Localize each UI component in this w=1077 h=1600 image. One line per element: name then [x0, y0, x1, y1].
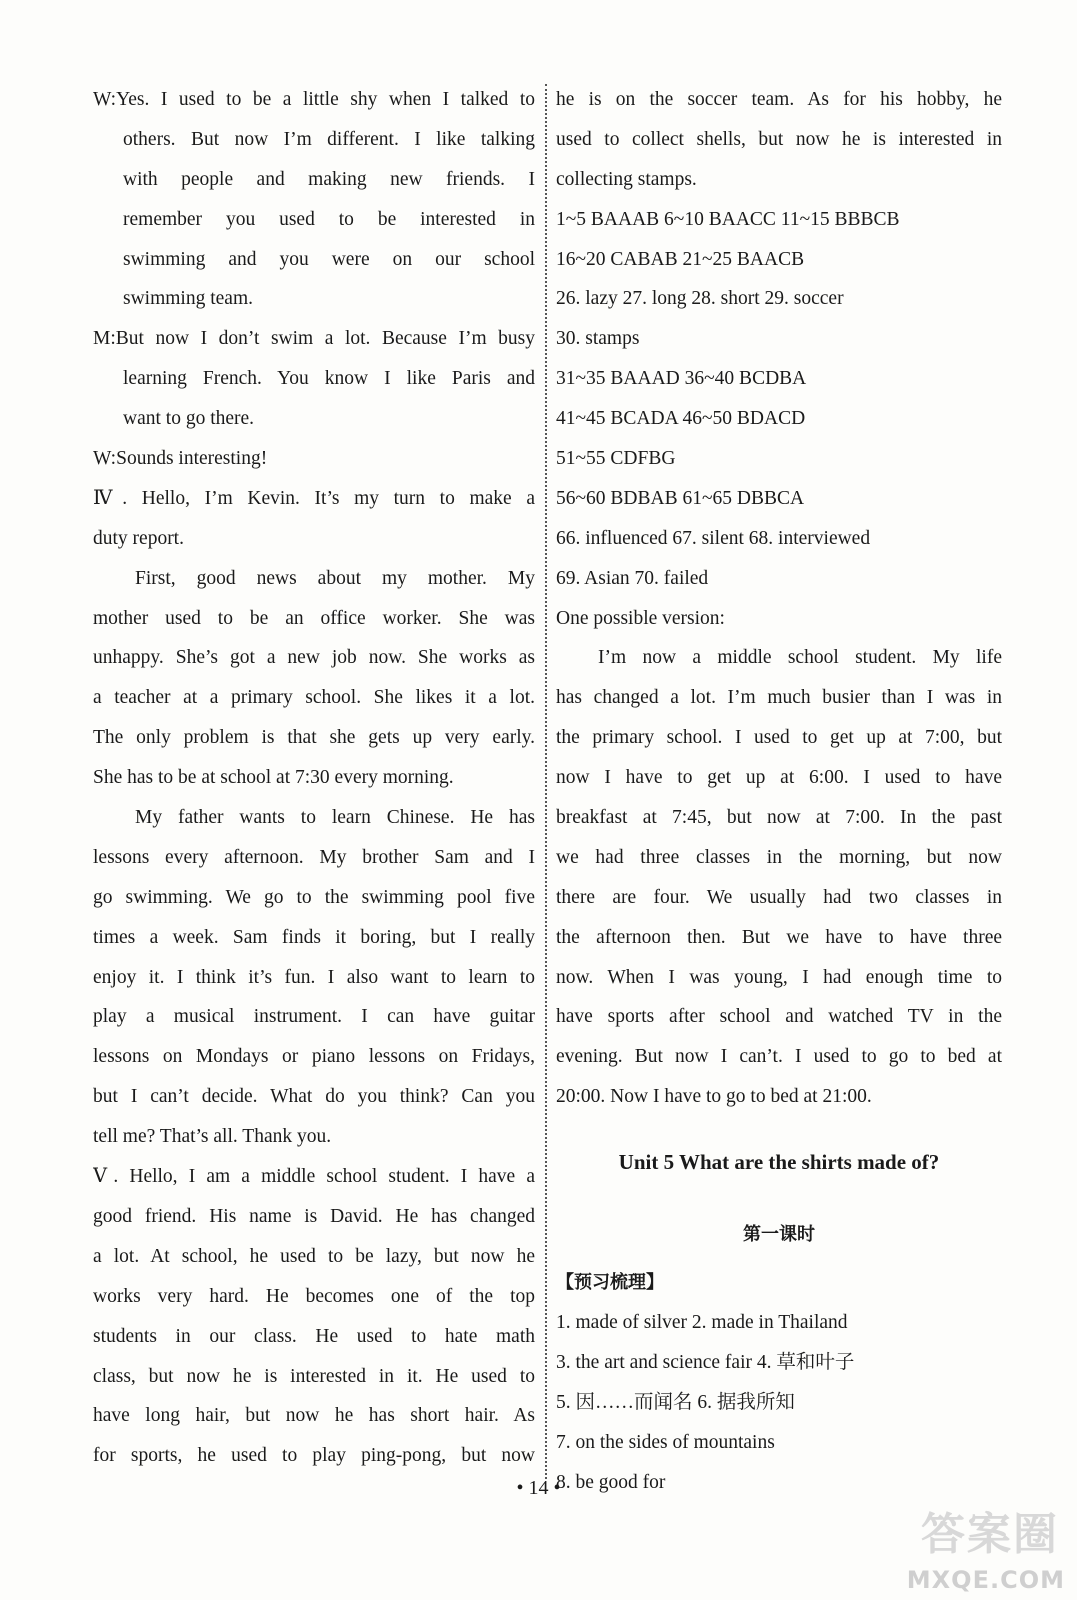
text-line: play a musical instrument. I can have guitar — [93, 1006, 535, 1028]
text-line: others. But now I’m different. I like talking — [123, 128, 535, 150]
text-line: W:Yes. I used to be a little shy when I talked to — [93, 89, 535, 110]
text-line: for sports, he used to play ping-pong, but now — [93, 1445, 535, 1467]
text-line: now. When I was young, I had enough time to — [556, 966, 1002, 988]
text-line: go swimming. We go to the swimming pool five — [93, 886, 535, 908]
text-line: The only problem is that she gets up very early. — [93, 727, 535, 749]
unit-heading: Unit 5 What are the shirts made of? — [618, 1150, 940, 1175]
text-line: Ⅳ. Hello, I’m Kevin. It’s my turn to make a — [93, 487, 535, 509]
lesson-heading: 第一课时 — [743, 1224, 815, 1246]
text-line: we had three classes in the morning, but now — [556, 846, 1002, 868]
text-line: he is on the soccer team. As for his hobby, he — [556, 89, 1002, 110]
text-line: lessons every afternoon. My brother Sam and I — [93, 846, 535, 868]
text-line: 30. stamps — [556, 328, 640, 350]
text-line: a teacher at a primary school. She likes it a lot. — [93, 687, 535, 709]
text-line: enjoy it. I think it’s fun. I also want to learn to — [93, 966, 535, 988]
text-line: tell me? That’s all. Thank you. — [93, 1126, 332, 1148]
text-line: now I have to get up at 6:00. I used to have — [556, 767, 1002, 789]
text-line: students in our class. He used to hate math — [93, 1325, 535, 1347]
text-line: 41~45 BCADA 46~50 BDACD — [556, 408, 806, 430]
text-line: the afternoon then. But we have to have three — [556, 926, 1002, 948]
text-line: 20:00. Now I have to go to bed at 21:00. — [556, 1086, 872, 1108]
text-line: She has to be at school at 7:30 every morning. — [93, 767, 454, 789]
text-line: has changed a lot. I’m much busier than I was in — [556, 687, 1002, 709]
text-line: evening. But now I can’t. I used to go to bed at — [556, 1046, 1002, 1068]
text-line: collecting stamps. — [556, 168, 697, 190]
text-line: Ⅴ. Hello, I am a middle school student. I have a — [93, 1166, 535, 1188]
page-number: • 14 • — [516, 1477, 561, 1499]
text-line: good friend. His name is David. He has changed — [93, 1205, 535, 1227]
text-line: the primary school. I used to get up at 7:00, but — [556, 727, 1002, 749]
left-column — [93, 80, 535, 1476]
text-line: but I can’t decide. What do you think? Can you — [93, 1086, 535, 1108]
text-line: One possible version: — [556, 607, 725, 629]
text-line: I’m now a middle school student. My life — [598, 647, 1002, 669]
text-line: 69. Asian 70. failed — [556, 567, 709, 589]
text-line: have long hair, but now he has short hair. As — [93, 1405, 535, 1427]
answer-line: 3. the art and science fair 4. 草和叶子 — [556, 1351, 855, 1373]
text-line: times a week. Sam finds it boring, but I really — [93, 926, 535, 948]
answer-key-block — [556, 80, 1002, 1117]
text-line: with people and making new friends. I — [123, 168, 535, 190]
text-line: 51~55 CDFBG — [556, 448, 676, 470]
text-line: M:But now I don’t swim a lot. Because I’m busy — [93, 328, 535, 350]
text-line: W:Sounds interesting! — [93, 448, 268, 470]
text-line: 1~5 BAAAB 6~10 BAACC 11~15 BBBCB — [556, 208, 900, 230]
watermark-logo: 答案圈 — [921, 1509, 1059, 1560]
text-line: 26. lazy 27. long 28. short 29. soccer — [556, 288, 844, 310]
answer-line: 1. made of silver 2. made in Thailand — [556, 1312, 848, 1334]
text-line: 31~35 BAAAD 36~40 BCDBA — [556, 368, 807, 390]
answer-line: 5. 因……而闻名 6. 据我所知 — [556, 1391, 795, 1413]
text-line: 56~60 BDBAB 61~65 DBBCA — [556, 487, 805, 509]
section-label: 【预习梳理】 — [556, 1272, 664, 1294]
text-line: used to collect shells, but now he is interested in — [556, 128, 1002, 150]
text-line: remember you used to be interested in — [123, 208, 535, 230]
text-line: have sports after school and watched TV in the — [556, 1006, 1002, 1028]
text-line: duty report. — [93, 527, 184, 549]
watermark — [906, 1498, 1069, 1594]
text-line: class, but now he is interested in it. He used to — [93, 1365, 535, 1387]
column-divider — [545, 84, 547, 1479]
text-line: 66. influenced 67. silent 68. interviewed — [556, 527, 871, 549]
answer-line: 7. on the sides of mountains — [556, 1431, 775, 1453]
text-line: 16~20 CABAB 21~25 BAACB — [556, 248, 805, 270]
text-line: learning French. You know I like Paris and — [123, 368, 535, 390]
answer-line: 8. be good for — [556, 1471, 666, 1493]
text-line: lessons on Mondays or piano lessons on Fridays, — [93, 1046, 535, 1068]
text-line: swimming team. — [123, 288, 253, 310]
text-line: breakfast at 7:45, but now at 7:00. In the past — [556, 807, 1002, 829]
text-line: First, good news about my mother. My — [135, 567, 535, 589]
text-line: a lot. At school, he used to be lazy, but now he — [93, 1245, 535, 1267]
text-line: want to go there. — [123, 408, 255, 430]
right-column — [556, 80, 1002, 1503]
text-line: unhappy. She’s got a new job now. She works as — [93, 647, 535, 669]
text-line: swimming and you were on our school — [123, 248, 535, 270]
text-line: works very hard. He becomes one of the top — [93, 1285, 535, 1307]
watermark-site: MXQE.COM — [906, 1566, 1065, 1594]
text-line: mother used to be an office worker. She was — [93, 607, 535, 629]
text-line: My father wants to learn Chinese. He has — [135, 807, 535, 829]
text-line: there are four. We usually had two classes in — [556, 886, 1002, 908]
